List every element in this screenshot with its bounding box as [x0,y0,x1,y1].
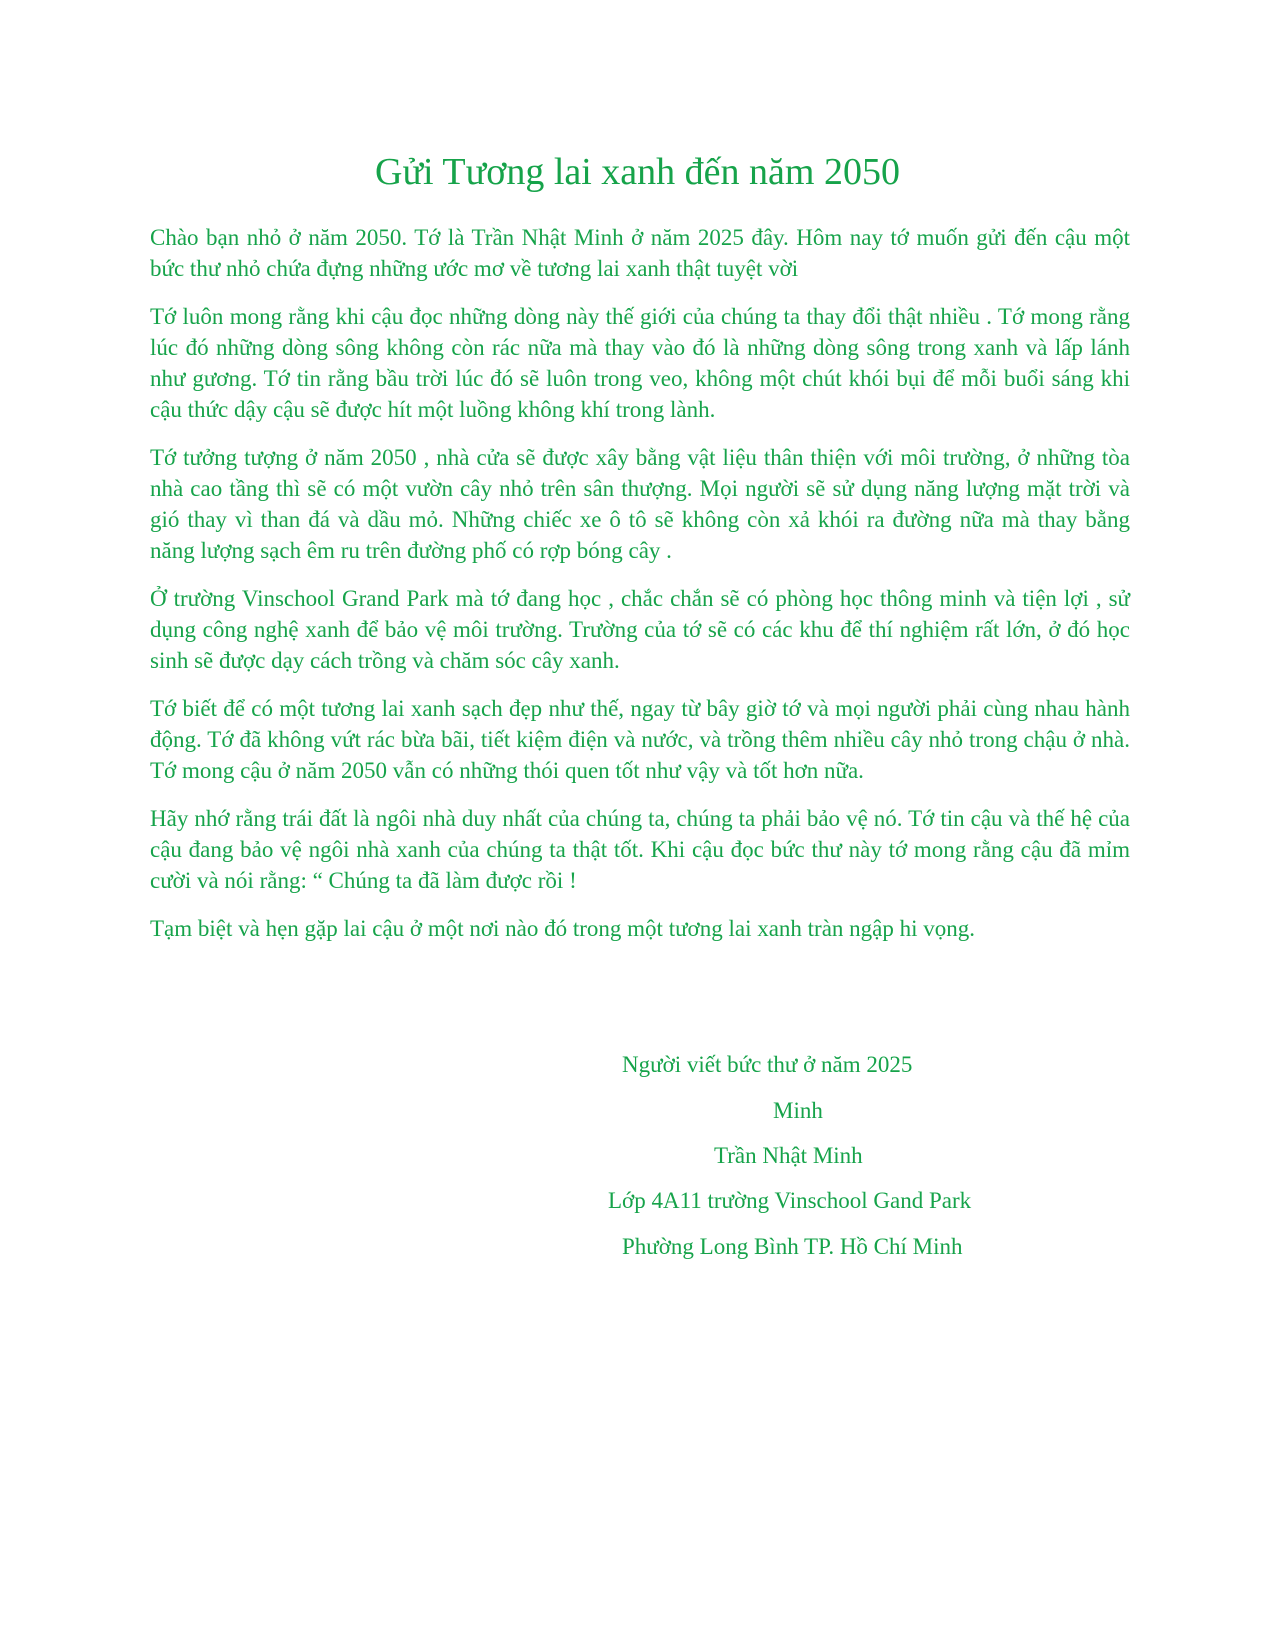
paragraph-reminder: Hãy nhớ rằng trái đất là ngôi nhà duy nhất của chúng ta, chúng ta phải bảo vệ nó. Tớ tin cậu và thế hệ của cậu đang bảo vệ ngôi nhà xanh của chúng ta thật tốt. Khi cậu đọc bức thư này tớ mong rằng cậu đã mỉm cười và nói rằng: “ Chúng ta đã làm được rồi ! [150,806,1130,893]
paragraph-hopes: Tớ luôn mong rằng khi cậu đọc những dòng này thế giới của chúng ta thay đổi thật nhiều . Tớ mong rằng lúc đó những dòng sông không còn rác nữa mà thay vào đó là những dòng sông trong xanh và lấp lánh như gương. Tớ tin rằng bầu trời lúc đó sẽ luôn trong veo, không một chút khói bụi để mỗi buổi sáng khi cậu thức dậy cậu sẽ được hít một luồng không khí trong lành. [150,304,1130,422]
signature-address: Phường Long Bình TP. Hồ Chí Minh [622,1234,963,1259]
signature-writer-line: Người viết bức thư ở năm 2025 [622,1052,913,1077]
paragraph-school: Ở trường Vinschool Grand Park mà tớ đang học , chắc chắn sẽ có phòng học thông minh và tiện lợi , sử dụng công nghệ xanh để bảo vệ môi trường. Trường của tớ sẽ có các khu để thí nghiệm rất lớn, ở đó học sinh sẽ được dạy cách trồng và chăm sóc cây xanh. [150,586,1130,673]
letter-title [0,150,1275,194]
letter-title-text: Gửi Tương lai xanh đến năm 2050 [375,151,900,193]
letter-body [150,222,1130,961]
paragraph-imagination: Tớ tưởng tượng ở năm 2050 , nhà cửa sẽ được xây bằng vật liệu thân thiện với môi trường, ở những tòa nhà cao tầng thì sẽ có một vườn cây nhỏ trên sân thượng. Mọi người sẽ sử dụng năng lượng mặt trời và gió thay vì than đá và dầu mỏ. Những chiếc xe ô tô sẽ không còn xả khói ra đường nữa mà thay bằng năng lượng sạch êm ru trên đường phố có rợp bóng cây . [150,445,1130,563]
signature-full-name: Trần Nhật Minh [714,1143,863,1168]
signature-class-school: Lớp 4A11 trường Vinschool Gand Park [608,1188,972,1213]
signature-handwritten-name: Minh [773,1098,823,1123]
paragraph-farewell: Tạm biệt và hẹn gặp lai cậu ở một nơi nào đó trong một tương lai xanh tràn ngập hi vọng. [150,916,976,941]
paragraph-greeting: Chào bạn nhỏ ở năm 2050. Tớ là Trần Nhật Minh ở năm 2025 đây. Hôm nay tớ muốn gửi đến cậu một bức thư nhỏ chứa đựng những ước mơ về tương lai xanh thật tuyệt vời [150,225,1130,281]
paragraph-actions: Tớ biết để có một tương lai xanh sạch đẹp như thế, ngay từ bây giờ tớ và mọi người phải cùng nhau hành động. Tớ đã không vứt rác bừa bãi, tiết kiệm điện và nước, và trồng thêm nhiều cây nhỏ trong chậu ở nhà. Tớ mong cậu ở năm 2050 vẫn có những thói quen tốt như vậy và tốt hơn nữa. [150,696,1130,783]
